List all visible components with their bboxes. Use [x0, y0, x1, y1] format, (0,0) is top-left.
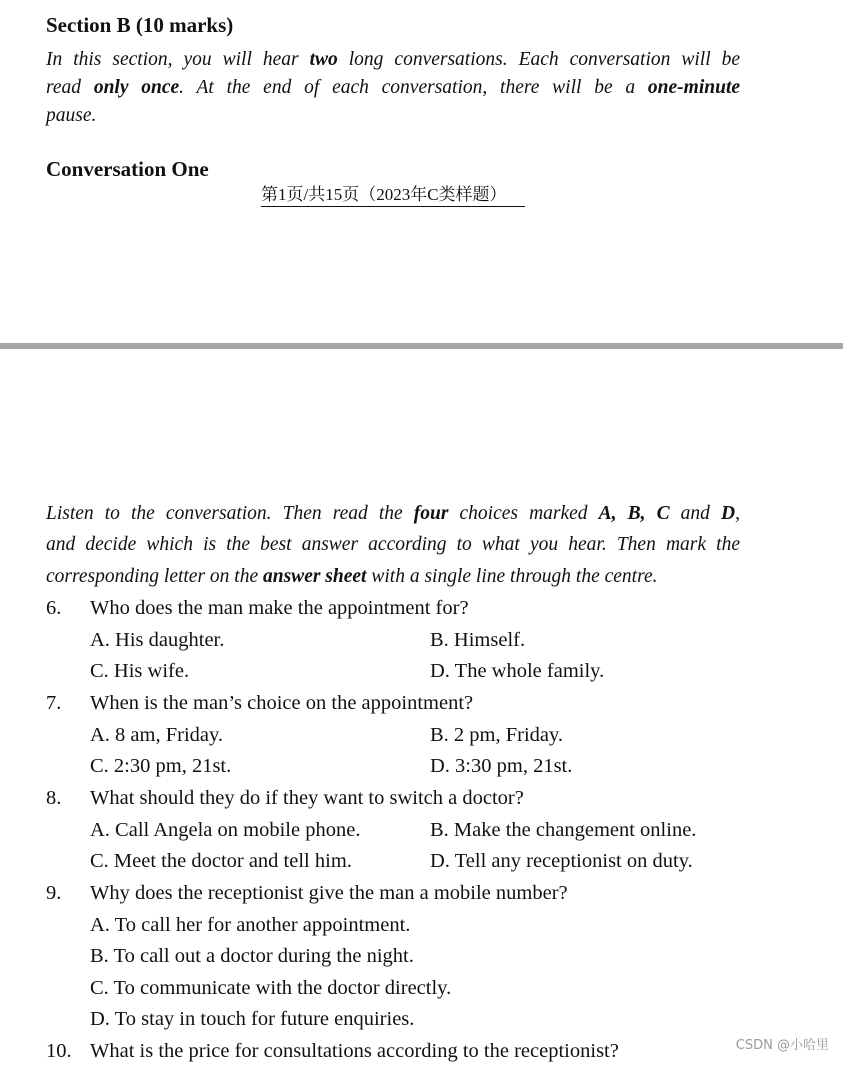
option-d: D. 3:30 pm, 21st.	[430, 755, 573, 777]
directions-text: ,	[735, 503, 740, 524]
option-a: A. 8 am, Friday.	[90, 724, 224, 746]
question-number: 8.	[46, 787, 62, 809]
option-c: C. Meet the doctor and tell him.	[90, 850, 352, 872]
option-b: B. Himself.	[430, 629, 526, 651]
option-b: B. To call out a doctor during the night.	[90, 945, 414, 967]
question-text: Why does the receptionist give the man a mobile number?	[90, 882, 568, 904]
question-text: When is the man’s choice on the appointment?	[90, 692, 474, 714]
option-a: A. Call Angela on mobile phone.	[90, 819, 361, 841]
option-d: D. The whole family.	[430, 660, 605, 682]
option-c: C. To communicate with the doctor directly.	[90, 977, 452, 999]
question-text: What should they do if they want to switch a doctor?	[90, 787, 524, 809]
intro-line-2	[46, 74, 740, 102]
directions-text: with a single line through the centre.	[366, 566, 658, 587]
intro-line-1	[46, 46, 740, 74]
question-text: What is the price for consultations according to the receptionist?	[90, 1040, 619, 1062]
option-b: B. 2 pm, Friday.	[430, 724, 564, 746]
intro-text: . At the end of each conversation, there will be a	[179, 77, 648, 98]
intro-line-3: pause.	[46, 105, 97, 126]
question-number: 9.	[46, 882, 62, 904]
option-d: D. To stay in touch for future enquiries.	[90, 1008, 415, 1030]
watermark: CSDN @小哈里	[735, 1038, 829, 1053]
intro-text: long conversations. Each conversation will be	[337, 49, 740, 70]
directions-text: and	[669, 503, 722, 524]
directions-emphasis: D	[721, 503, 736, 524]
directions-emphasis: answer sheet	[263, 566, 367, 587]
question-number: 10.	[46, 1040, 72, 1062]
page-break-divider	[0, 343, 843, 349]
directions-text: corresponding letter on the	[46, 566, 263, 587]
question-number: 7.	[46, 692, 62, 714]
directions-text: Listen to the conversation. Then read the	[46, 503, 414, 524]
intro-emphasis: two	[309, 49, 338, 70]
intro-text: read	[46, 77, 94, 98]
directions-emphasis: four	[413, 503, 449, 524]
directions-emphasis: A, B, C	[598, 503, 670, 524]
directions-line-3	[46, 563, 740, 591]
question-number: 6.	[46, 597, 62, 619]
option-a: A. To call her for another appointment.	[90, 914, 411, 936]
directions-line-2: and decide which is the best answer according to what you hear. Then mark the	[46, 534, 740, 555]
option-c: C. His wife.	[90, 660, 190, 682]
conversation-title: Conversation One	[46, 157, 209, 181]
option-b: B. Make the changement online.	[430, 819, 697, 841]
option-c: C. 2:30 pm, 21st.	[90, 755, 232, 777]
question-text: Who does the man make the appointment for?	[90, 597, 469, 619]
section-title: Section B (10 marks)	[46, 13, 234, 37]
intro-emphasis: one-minute	[647, 77, 741, 98]
intro-text: In this section, you will hear	[46, 49, 310, 70]
directions-line-1	[46, 500, 740, 528]
option-a: A. His daughter.	[90, 629, 225, 651]
directions-text: choices marked	[448, 503, 599, 524]
page-footer: 第1页/共15页（2023年C类样题）	[261, 184, 525, 207]
intro-emphasis: only once	[93, 77, 180, 98]
option-d: D. Tell any receptionist on duty.	[430, 850, 693, 872]
